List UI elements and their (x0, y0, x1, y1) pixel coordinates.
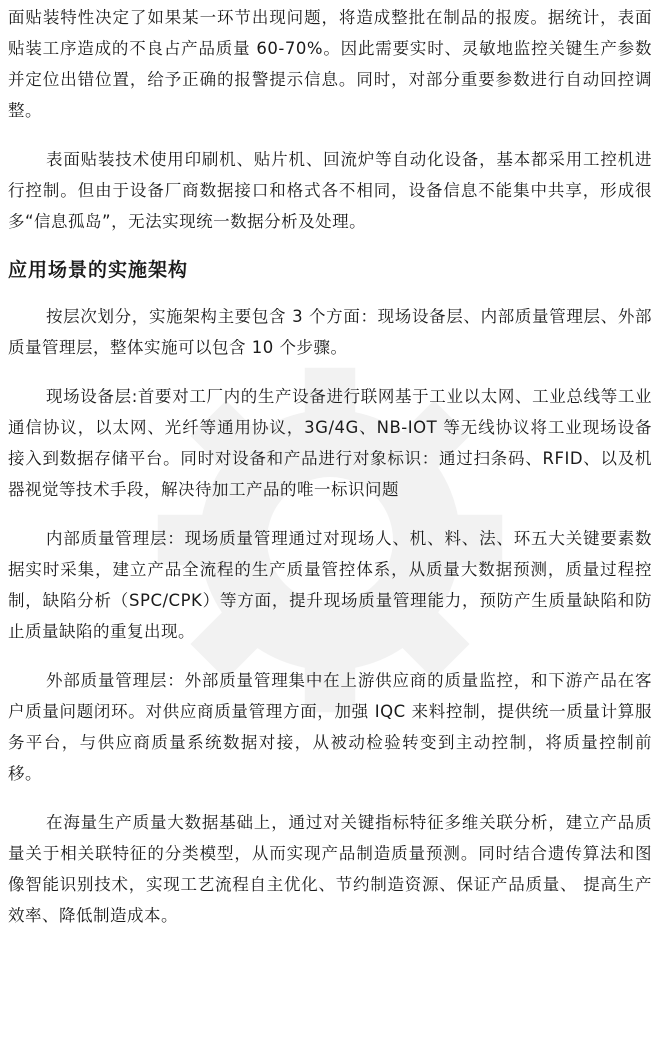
intro-paragraph-2: 表面贴装技术使用印刷机、贴片机、回流炉等自动化设备，基本都采用工控机进行控制。但由于设备厂商数据接口和格式各不相同，设备信息不能集中共享，形成很多“信息孤岛”，无法实现统一数据分析及处理。 (8, 150, 652, 231)
section-paragraph-big-data: 在海量生产质量大数据基础上，通过对关键指标特征多维关联分析，建立产品质量关于相关联特征的分类模型，从而实现产品制造质量预测。同时结合遗传算法和图像智能识别技术，实现工艺流程自主优化、节约制造资源、保证产品质量、 提高生产效率、降低制造成本。 (8, 813, 652, 925)
section-paragraph-field-device-layer: 现场设备层:首要对工厂内的生产设备进行联网基于工业以太网、工业总线等工业通信协议，以太网、光纤等通用协议，3G/4G、NB-IOT 等无线协议将工业现场设备接入到数据存储平台。同时对设备和产品进行对象标识：通过扫条码、RFID、以及机器视觉等技术手段，解决待加工产品的唯一标识问题 (8, 387, 652, 499)
section-paragraph-internal-quality-layer: 内部质量管理层：现场质量管理通过对现场人、机、料、法、环五大关键要素数据实时采集，建立产品全流程的生产质量管控体系，从质量大数据预测，质量过程控制，缺陷分析（SPC/CPK）等方面，提升现场质量管理能力，预防产生质量缺陷和防止质量缺陷的重复出现。 (8, 529, 652, 641)
section-heading: 应用场景的实施架构 (8, 259, 189, 281)
section-paragraph-overview: 按层次划分，实施架构主要包含 3 个方面：现场设备层、内部质量管理层、外部质量管理层，整体实施可以包含 10 个步骤。 (8, 307, 652, 357)
document-page (8, 2, 652, 949)
intro-paragraph-1: 面贴装特性决定了如果某一环节出现问题，将造成整批在制品的报废。据统计，表面贴装工序造成的不良占产品质量 60-70%。因此需要实时、灵敏地监控关键生产参数并定位出错位置，给予正确的报警提示信息。同时，对部分重要参数进行自动回控调整。 (8, 8, 652, 120)
section-paragraph-external-quality-layer: 外部质量管理层：外部质量管理集中在上游供应商的质量监控，和下游产品在客户质量问题闭环。对供应商质量管理方面，加强 IQC 来料控制，提供统一质量计算服务平台，与供应商质量系统数据对接，从被动检验转变到主动控制，将质量控制前移。 (8, 671, 652, 783)
